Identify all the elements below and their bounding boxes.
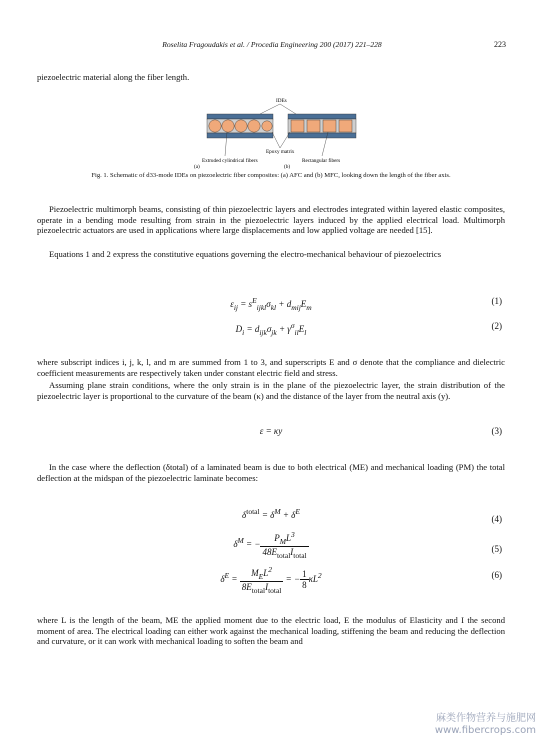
paragraph-multimorph: Piezoelectric multimorph beams, consisting of thin piezoelectric layers and electrodes integrated within layered elastic composites, operate in a bending mode resulting from strain in the piezoelectric layers induced by the applied electrical load. Multimorph piezoelectric actuators are used in applications where large displacements and low applied voltage are needed [15]. — [37, 204, 505, 236]
label-ides: IDEs — [276, 98, 287, 104]
label-b: (b) — [284, 164, 291, 170]
label-rectangular: Rectangular fibers — [302, 158, 341, 164]
paragraph-plane-strain: Assuming plane strain conditions, where the only strain is in the plane of the piezoelectric layer, the strain distribution of the piezoelectric layer is proportional to the curvature of the beam (κ) and the distance of the layer from the neutral axis (y). — [37, 380, 505, 401]
watermark-line-1: 麻类作物营养与施肥网 — [436, 713, 536, 724]
figure-schematic — [194, 94, 360, 172]
equation-6: $\delta^E$ = $\frac{M_EL^2}{8E_{total}I_{total}}$ = − $\frac{1}{8}$ $\kappa L^2$ (6) — [220, 565, 502, 595]
equation-5: $\delta^M$ = − $\frac{P_ML^3}{48E_{total}I_{total}}$ (5) — [233, 530, 502, 560]
paragraph-deflection: In the case where the deflection (δtotal) of a laminated beam is due to both electrical (ME) and mechanical loading (PM) the total deflection at the midspan of the piezoelectric laminate becomes: — [37, 462, 505, 483]
paragraph-indices: where subscript indices i, j, k, l, and m are summed from 1 to 3, and superscripts E and σ denote that the compliance and dielectric coefficient measurements are respectively taken under constant electric field and stress. — [37, 357, 505, 378]
mfc-schematic — [288, 114, 356, 138]
paragraph-equations-intro: Equations 1 and 2 express the constitutive equations governing the electro-mechanical behaviour of piezoelectrics — [49, 249, 442, 259]
afc-schematic — [207, 114, 273, 138]
figure-caption: Fig. 1. Schematic of d33-mode IDEs on piezoelectric fiber composites: (a) AFC and (b) MFC, looking down the length of the fiber axis. — [91, 172, 451, 179]
equation-2-number: (2) — [491, 321, 502, 331]
equation-3-number: (3) — [491, 426, 502, 436]
label-a: (a) — [194, 164, 200, 170]
intro-line: piezoelectric material along the fiber length. — [37, 72, 190, 82]
equation-1: $\varepsilon_{ij} = s^E_{ijkl}\sigma_{kl} + d_{mij}E_m$ (1) — [230, 296, 502, 312]
equation-2: $D_i = d_{ijk}\sigma_{jk} + \gamma^\sigma_{il}E_l$ (2) — [235, 321, 502, 337]
equation-1-number: (1) — [491, 296, 502, 306]
watermark-line-2: www.fibercrops.com — [434, 725, 536, 736]
equation-4-number: (4) — [491, 514, 502, 524]
label-epoxy: Epoxy matrix — [266, 149, 295, 155]
watermark — [435, 713, 536, 737]
equation-3: ε = κy (3) — [259, 426, 502, 436]
equation-4: $\delta^{total} = \delta^M + \delta^E$ (4) — [242, 507, 502, 524]
equation-6-number: (6) — [491, 570, 502, 580]
equation-5-number: (5) — [491, 544, 502, 554]
running-header: Roselita Fragoudakis et al. / Procedia Engineering 200 (2017) 221–228 — [162, 40, 382, 49]
paragraph-where-l: where L is the length of the beam, ME the applied moment due to the electric load, E the modulus of Elasticity and I the second moment of area. The electrical loading can either work against the mechanical loading, stiffening the beam and reducing the deflection and curvature, or it can work with mechanical loading to soften the beam and — [37, 615, 505, 647]
label-extruded: Extruded cylindrical fibers — [202, 158, 258, 164]
page-number: 223 — [494, 40, 506, 49]
